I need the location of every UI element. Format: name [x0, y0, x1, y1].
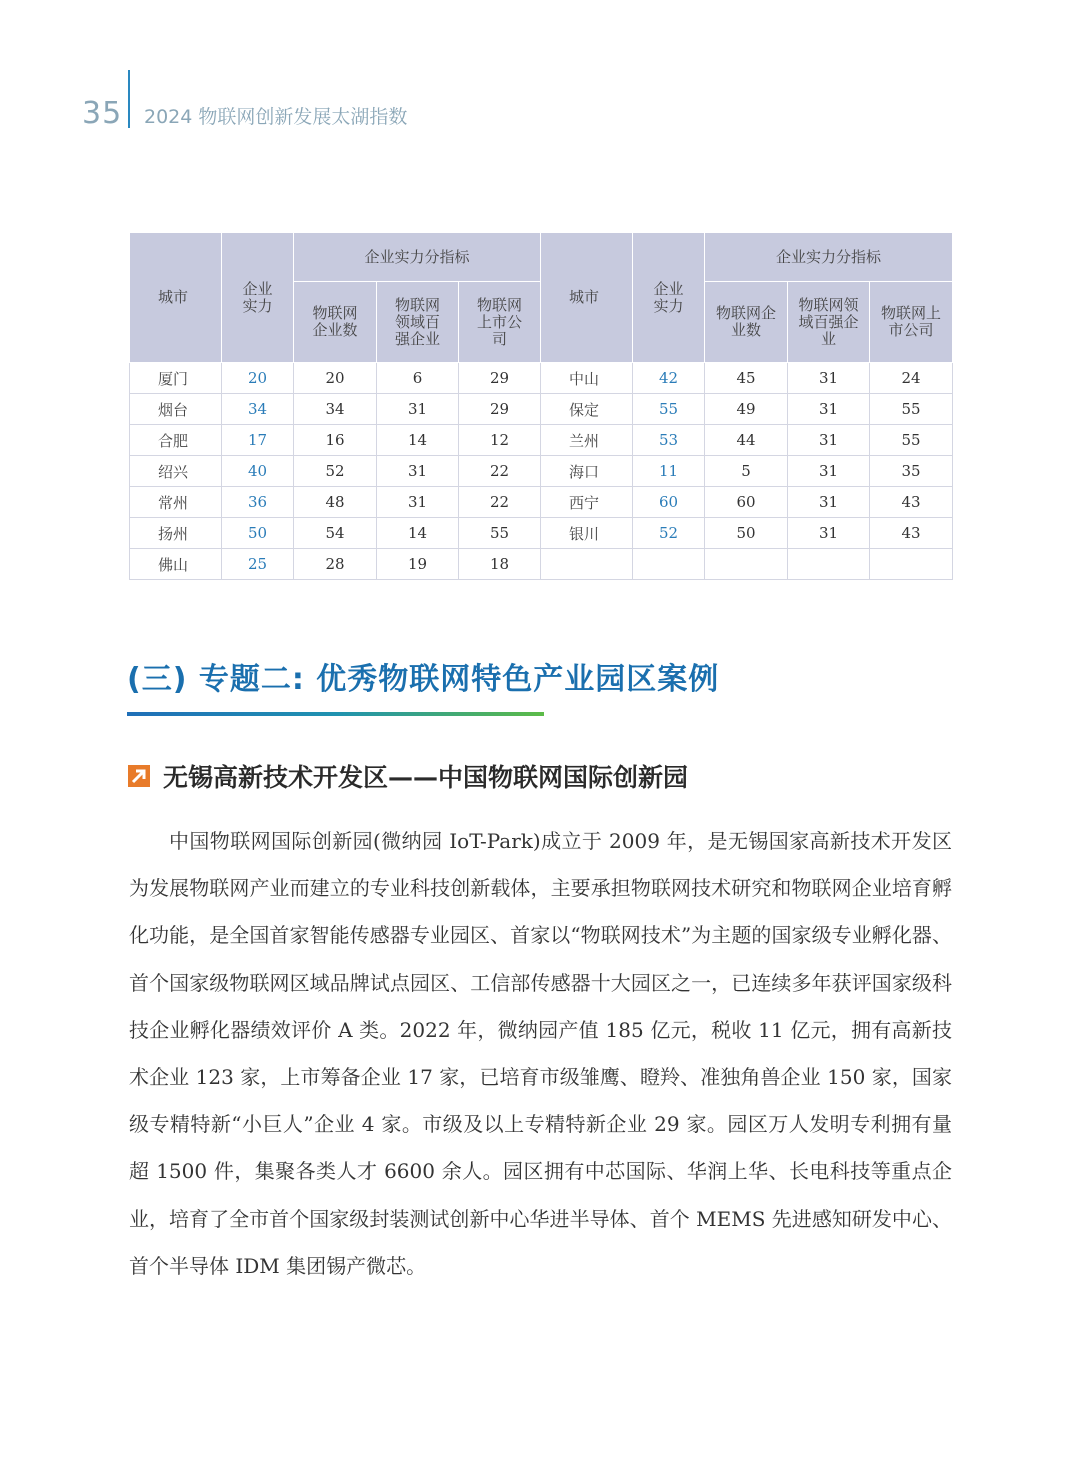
table-cell: 佛山 [130, 549, 222, 580]
table-cell: 扬州 [130, 518, 222, 549]
table-cell: 31 [377, 456, 459, 487]
table-cell: 保定 [541, 394, 633, 425]
table-cell: 28 [294, 549, 377, 580]
table-cell [633, 549, 705, 580]
table-cell: 14 [377, 518, 459, 549]
table-row [130, 394, 953, 425]
table-cell: 12 [459, 425, 541, 456]
table-cell: 36 [222, 487, 294, 518]
table-cell: 14 [377, 425, 459, 456]
table-cell: 31 [788, 425, 870, 456]
table-cell: 31 [377, 394, 459, 425]
table-cell [870, 549, 953, 580]
table-cell: 55 [633, 394, 705, 425]
table-cell: 西宁 [541, 487, 633, 518]
table-cell: 43 [870, 487, 953, 518]
arrow-up-right-icon [128, 765, 150, 787]
table-row [130, 487, 953, 518]
table-cell [705, 549, 788, 580]
page-number: 35 [82, 96, 123, 131]
table-cell: 42 [633, 363, 705, 394]
table-cell: 31 [788, 487, 870, 518]
running-title: 2024 物联网创新发展太湖指数 [144, 106, 408, 128]
table-cell: 43 [870, 518, 953, 549]
table-cell: 20 [222, 363, 294, 394]
table-row [130, 518, 953, 549]
table-cell: 5 [705, 456, 788, 487]
table-cell: 厦门 [130, 363, 222, 394]
table-cell: 18 [459, 549, 541, 580]
header-sub-index-group: 企业实力分指标 [294, 233, 541, 282]
table-cell: 48 [294, 487, 377, 518]
table-cell: 24 [870, 363, 953, 394]
table-cell: 52 [633, 518, 705, 549]
enterprise-strength-table [129, 232, 953, 580]
table-cell: 17 [222, 425, 294, 456]
table-cell: 54 [294, 518, 377, 549]
table-cell: 34 [294, 394, 377, 425]
table-cell: 19 [377, 549, 459, 580]
table-cell: 20 [294, 363, 377, 394]
table-cell: 31 [788, 456, 870, 487]
table-cell [788, 549, 870, 580]
table-cell [541, 549, 633, 580]
table-cell: 55 [870, 425, 953, 456]
table-cell: 烟台 [130, 394, 222, 425]
table-cell: 银川 [541, 518, 633, 549]
table-cell: 50 [705, 518, 788, 549]
table-cell: 40 [222, 456, 294, 487]
section-title-underline [127, 712, 544, 716]
table-cell: 31 [788, 518, 870, 549]
table-cell: 31 [788, 394, 870, 425]
header-city-right: 城市 [541, 233, 633, 363]
case-paragraph: 中国物联网国际创新园(微纳园 IoT-Park)成立于 2009 年，是无锡国家高新技术开发区为发展物联网产业而建立的专业科技创新载体，主要承担物联网技术研究和物联网企业培育孵化功能，是全国首家智能传感器专业园区、首家以“物联网技术”为主题的国家级专业孵化器、首个国家级物联网区域品牌试点园区、工信部传感器十大园区之一，已连续多年获评国家级科技企业孵化器绩效评价 A 类。2022 年，微纳园产值 185 亿元，税收 11 亿元，拥有高新技术企业 123 家，上市筹备企业 17 家，已培育市级雏鹰、瞪羚、准独角兽企业 150 家，国家级专精特新“小巨人”企业 4 家。市级及以上专精特新企业 29 家。园区万人发明专利拥有量超 1500 件，集聚各类人才 6600 余人。园区拥有中芯国际、华润上华、长电科技等重点企业，培育了全市首个国家级封装测试创新中心华进半导体、首个 MEMS 先进感知研发中心、首个半导体 IDM 集团锡产微芯。 [129, 829, 952, 1278]
table-cell: 29 [459, 363, 541, 394]
header-iot-enterprise-count-right: 物联网企 业数 [705, 282, 788, 363]
table-cell: 16 [294, 425, 377, 456]
header-strength: 企业 实力 [222, 233, 294, 363]
table-cell: 60 [633, 487, 705, 518]
header-iot-top100-right: 物联网领 域百强企 业 [788, 282, 870, 363]
table-cell: 6 [377, 363, 459, 394]
table-cell: 34 [222, 394, 294, 425]
table-cell: 55 [870, 394, 953, 425]
table-cell: 11 [633, 456, 705, 487]
case-subtitle: 无锡高新技术开发区——中国物联网国际创新园 [163, 763, 689, 792]
table-row [130, 363, 953, 394]
table-cell: 中山 [541, 363, 633, 394]
table-row [130, 549, 953, 580]
header-strength-right: 企业 实力 [633, 233, 705, 363]
table-cell: 25 [222, 549, 294, 580]
table-cell: 绍兴 [130, 456, 222, 487]
table-cell: 49 [705, 394, 788, 425]
table-cell: 45 [705, 363, 788, 394]
table-cell: 31 [788, 363, 870, 394]
table-cell: 53 [633, 425, 705, 456]
table-cell: 44 [705, 425, 788, 456]
header-iot-listed: 物联网 上市公 司 [459, 282, 541, 363]
table-cell: 29 [459, 394, 541, 425]
table-cell: 52 [294, 456, 377, 487]
table-cell: 常州 [130, 487, 222, 518]
table-cell: 22 [459, 456, 541, 487]
header-iot-listed-right: 物联网上 市公司 [870, 282, 953, 363]
table-row [130, 425, 953, 456]
section-title: (三) 专题二: 优秀物联网特色产业园区案例 [127, 662, 720, 697]
table-cell: 55 [459, 518, 541, 549]
header-sub-index-group-right: 企业实力分指标 [705, 233, 953, 282]
header-iot-top100: 物联网 领域百 强企业 [377, 282, 459, 363]
header-city: 城市 [130, 233, 222, 363]
header-iot-enterprise-count: 物联网 企业数 [294, 282, 377, 363]
table-cell: 35 [870, 456, 953, 487]
table-row [130, 456, 953, 487]
table-cell: 合肥 [130, 425, 222, 456]
table-cell: 22 [459, 487, 541, 518]
table-cell: 兰州 [541, 425, 633, 456]
header-divider [128, 70, 130, 128]
table-cell: 海口 [541, 456, 633, 487]
table-cell: 31 [377, 487, 459, 518]
table-cell: 50 [222, 518, 294, 549]
table-cell: 60 [705, 487, 788, 518]
